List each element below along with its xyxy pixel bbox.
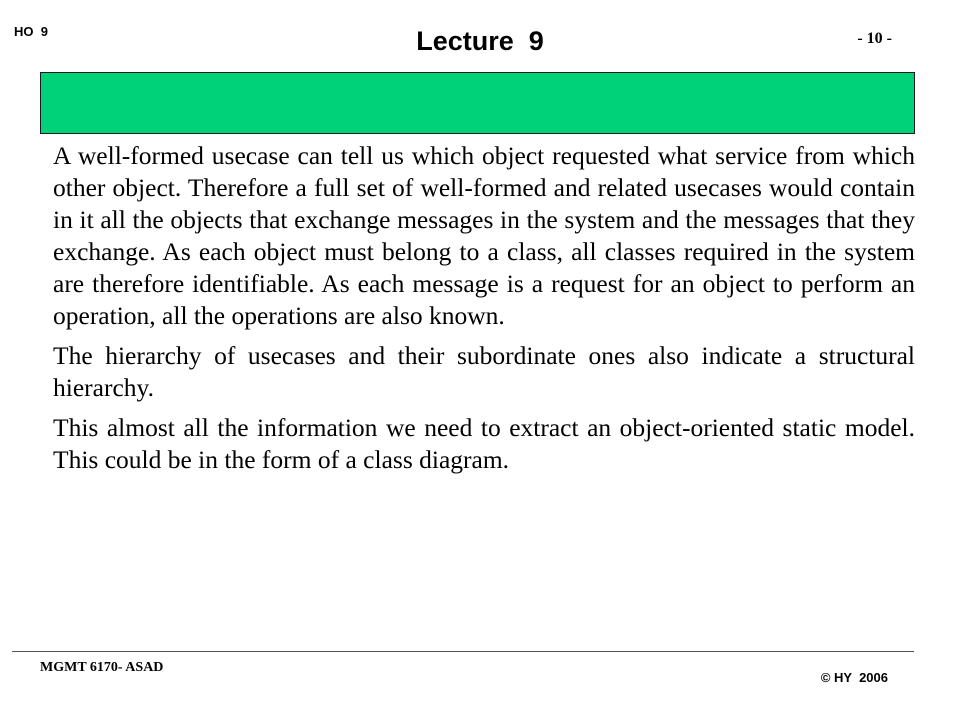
lecture-title: Lecture 9: [416, 26, 544, 56]
page-number: - 10 -: [857, 30, 892, 47]
body-text: [53, 140, 915, 484]
footer-copyright: © HY 2006: [820, 670, 888, 685]
paragraph-usecases: A well-formed usecase can tell us which object requested what service from which other object. Therefore a full set of well-formed and related usecases would contain in it all the objects that exchange messages in the system and the messages that they exchange. As each object must belong to a class, all classes required in the system are therefore identifiable. As each message is a request for an object to perform an operation, all the operations are also known.: [53, 141, 915, 330]
handout-label: HO 9: [14, 24, 48, 39]
paragraph-hierarchy: The hierarchy of usecases and their subordinate ones also indicate a structural hierarchy.: [53, 341, 915, 402]
paragraph-static-model: This almost all the information we need to extract an object-oriented static model. This could be in the form of a class diagram.: [53, 413, 915, 474]
footer-divider: [12, 651, 914, 652]
title-banner: [40, 72, 915, 134]
footer-course: MGMT 6170- ASAD: [40, 660, 164, 675]
